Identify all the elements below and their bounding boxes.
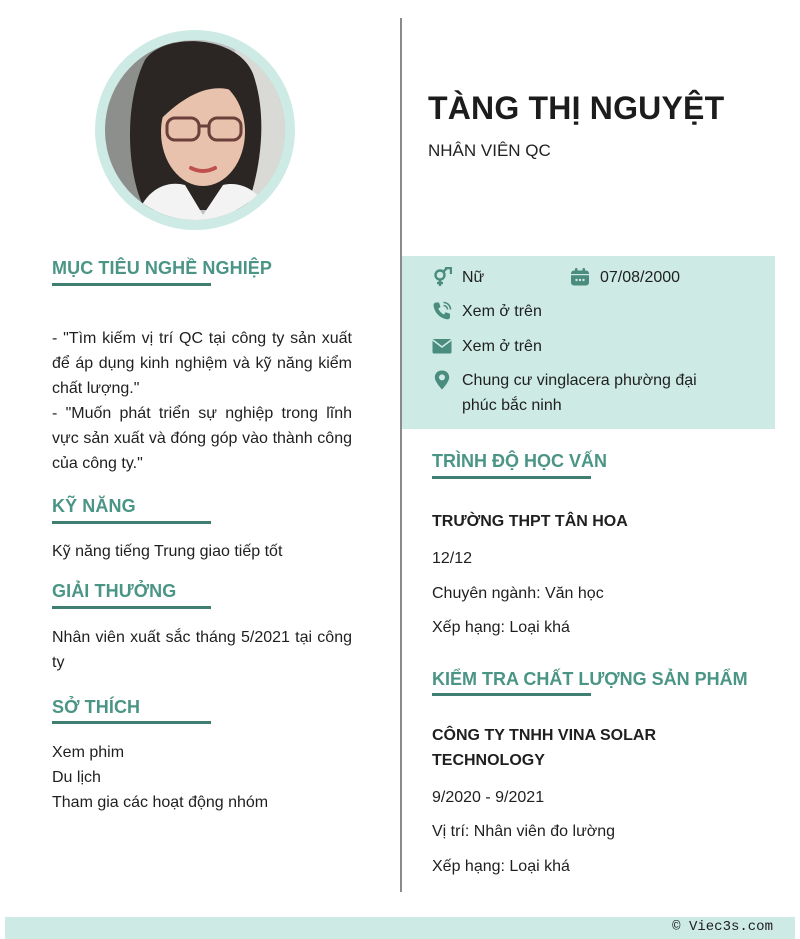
hobbies-title: SỞ THÍCH (52, 697, 141, 717)
address-row (432, 368, 732, 418)
experience-company: CÔNG TY TNHH VINA SOLAR TECHNOLOGY (432, 727, 657, 769)
objective-line-1: - "Tìm kiếm vị trí QC tại công ty sản xuất để áp dụng kinh nghiệm và kỹ năng kiểm chất lượng." (52, 330, 352, 397)
objective-title: MỤC TIÊU NGHỀ NGHIỆP (52, 258, 273, 278)
calendar-icon (570, 267, 590, 287)
objective-text (52, 326, 352, 476)
hobbies-underline (52, 721, 211, 724)
map-pin-icon (432, 370, 452, 390)
birthday-row (570, 265, 680, 290)
experience-period: 9/2020 - 9/2021 (432, 789, 545, 806)
phone-value: Xem ở trên (462, 303, 542, 320)
awards-text: Nhân viên xuất sắc tháng 5/2021 tại công ty (52, 629, 352, 671)
experience-position: Vị trí: Nhân viên đo lường (432, 823, 616, 840)
gender-icon (432, 267, 452, 287)
candidate-name: TÀNG THỊ NGUYỆT (428, 90, 725, 126)
gender-row (432, 265, 484, 290)
awards-underline (52, 606, 211, 609)
phone-row (432, 299, 542, 324)
gender-value: Nữ (462, 269, 485, 286)
hobby-item: Tham gia các hoạt động nhóm (52, 794, 269, 811)
email-value: Xem ở trên (462, 338, 542, 355)
avatar-frame (95, 30, 295, 230)
email-row (432, 334, 542, 359)
birthday-value: 07/08/2000 (600, 269, 681, 286)
address-value: Chung cư vinglacera phường đại phúc bắc ninh (462, 372, 697, 414)
hobbies-list (52, 740, 352, 815)
education-rank: Xếp hạng: Loại khá (432, 619, 570, 636)
column-divider (400, 18, 402, 892)
profile-photo-icon (105, 40, 285, 220)
experience-title: KIỂM TRA CHẤT LƯỢNG SẢN PHẨM (432, 669, 748, 689)
education-underline (432, 476, 591, 479)
skills-text: Kỹ năng tiếng Trung giao tiếp tốt (52, 543, 283, 560)
awards-title: GIẢI THƯỞNG (52, 581, 177, 601)
education-period: 12/12 (432, 550, 473, 567)
contact-info-panel (402, 256, 775, 429)
footer-bar (5, 917, 795, 939)
objective-line-2: - "Muốn phát triển sự nghiệp trong lĩnh vực sản xuất và đóng góp vào thành công của công ty." (52, 405, 352, 472)
education-school: TRƯỜNG THPT TÂN HOA (432, 513, 628, 530)
footer-copyright: © Viec3s.com (672, 919, 773, 935)
skills-underline (52, 521, 211, 524)
hobby-item: Xem phim (52, 744, 125, 761)
hobby-item: Du lịch (52, 769, 101, 786)
skills-title: KỸ NĂNG (52, 496, 136, 516)
phone-icon (432, 301, 452, 321)
candidate-job-title: NHÂN VIÊN QC (428, 141, 551, 160)
experience-underline (432, 693, 591, 696)
education-title: TRÌNH ĐỘ HỌC VẤN (432, 451, 607, 471)
avatar (105, 40, 285, 220)
education-major: Chuyên ngành: Văn học (432, 585, 604, 602)
objective-underline (52, 283, 211, 286)
experience-rank: Xếp hạng: Loại khá (432, 858, 570, 875)
envelope-icon (432, 336, 452, 356)
